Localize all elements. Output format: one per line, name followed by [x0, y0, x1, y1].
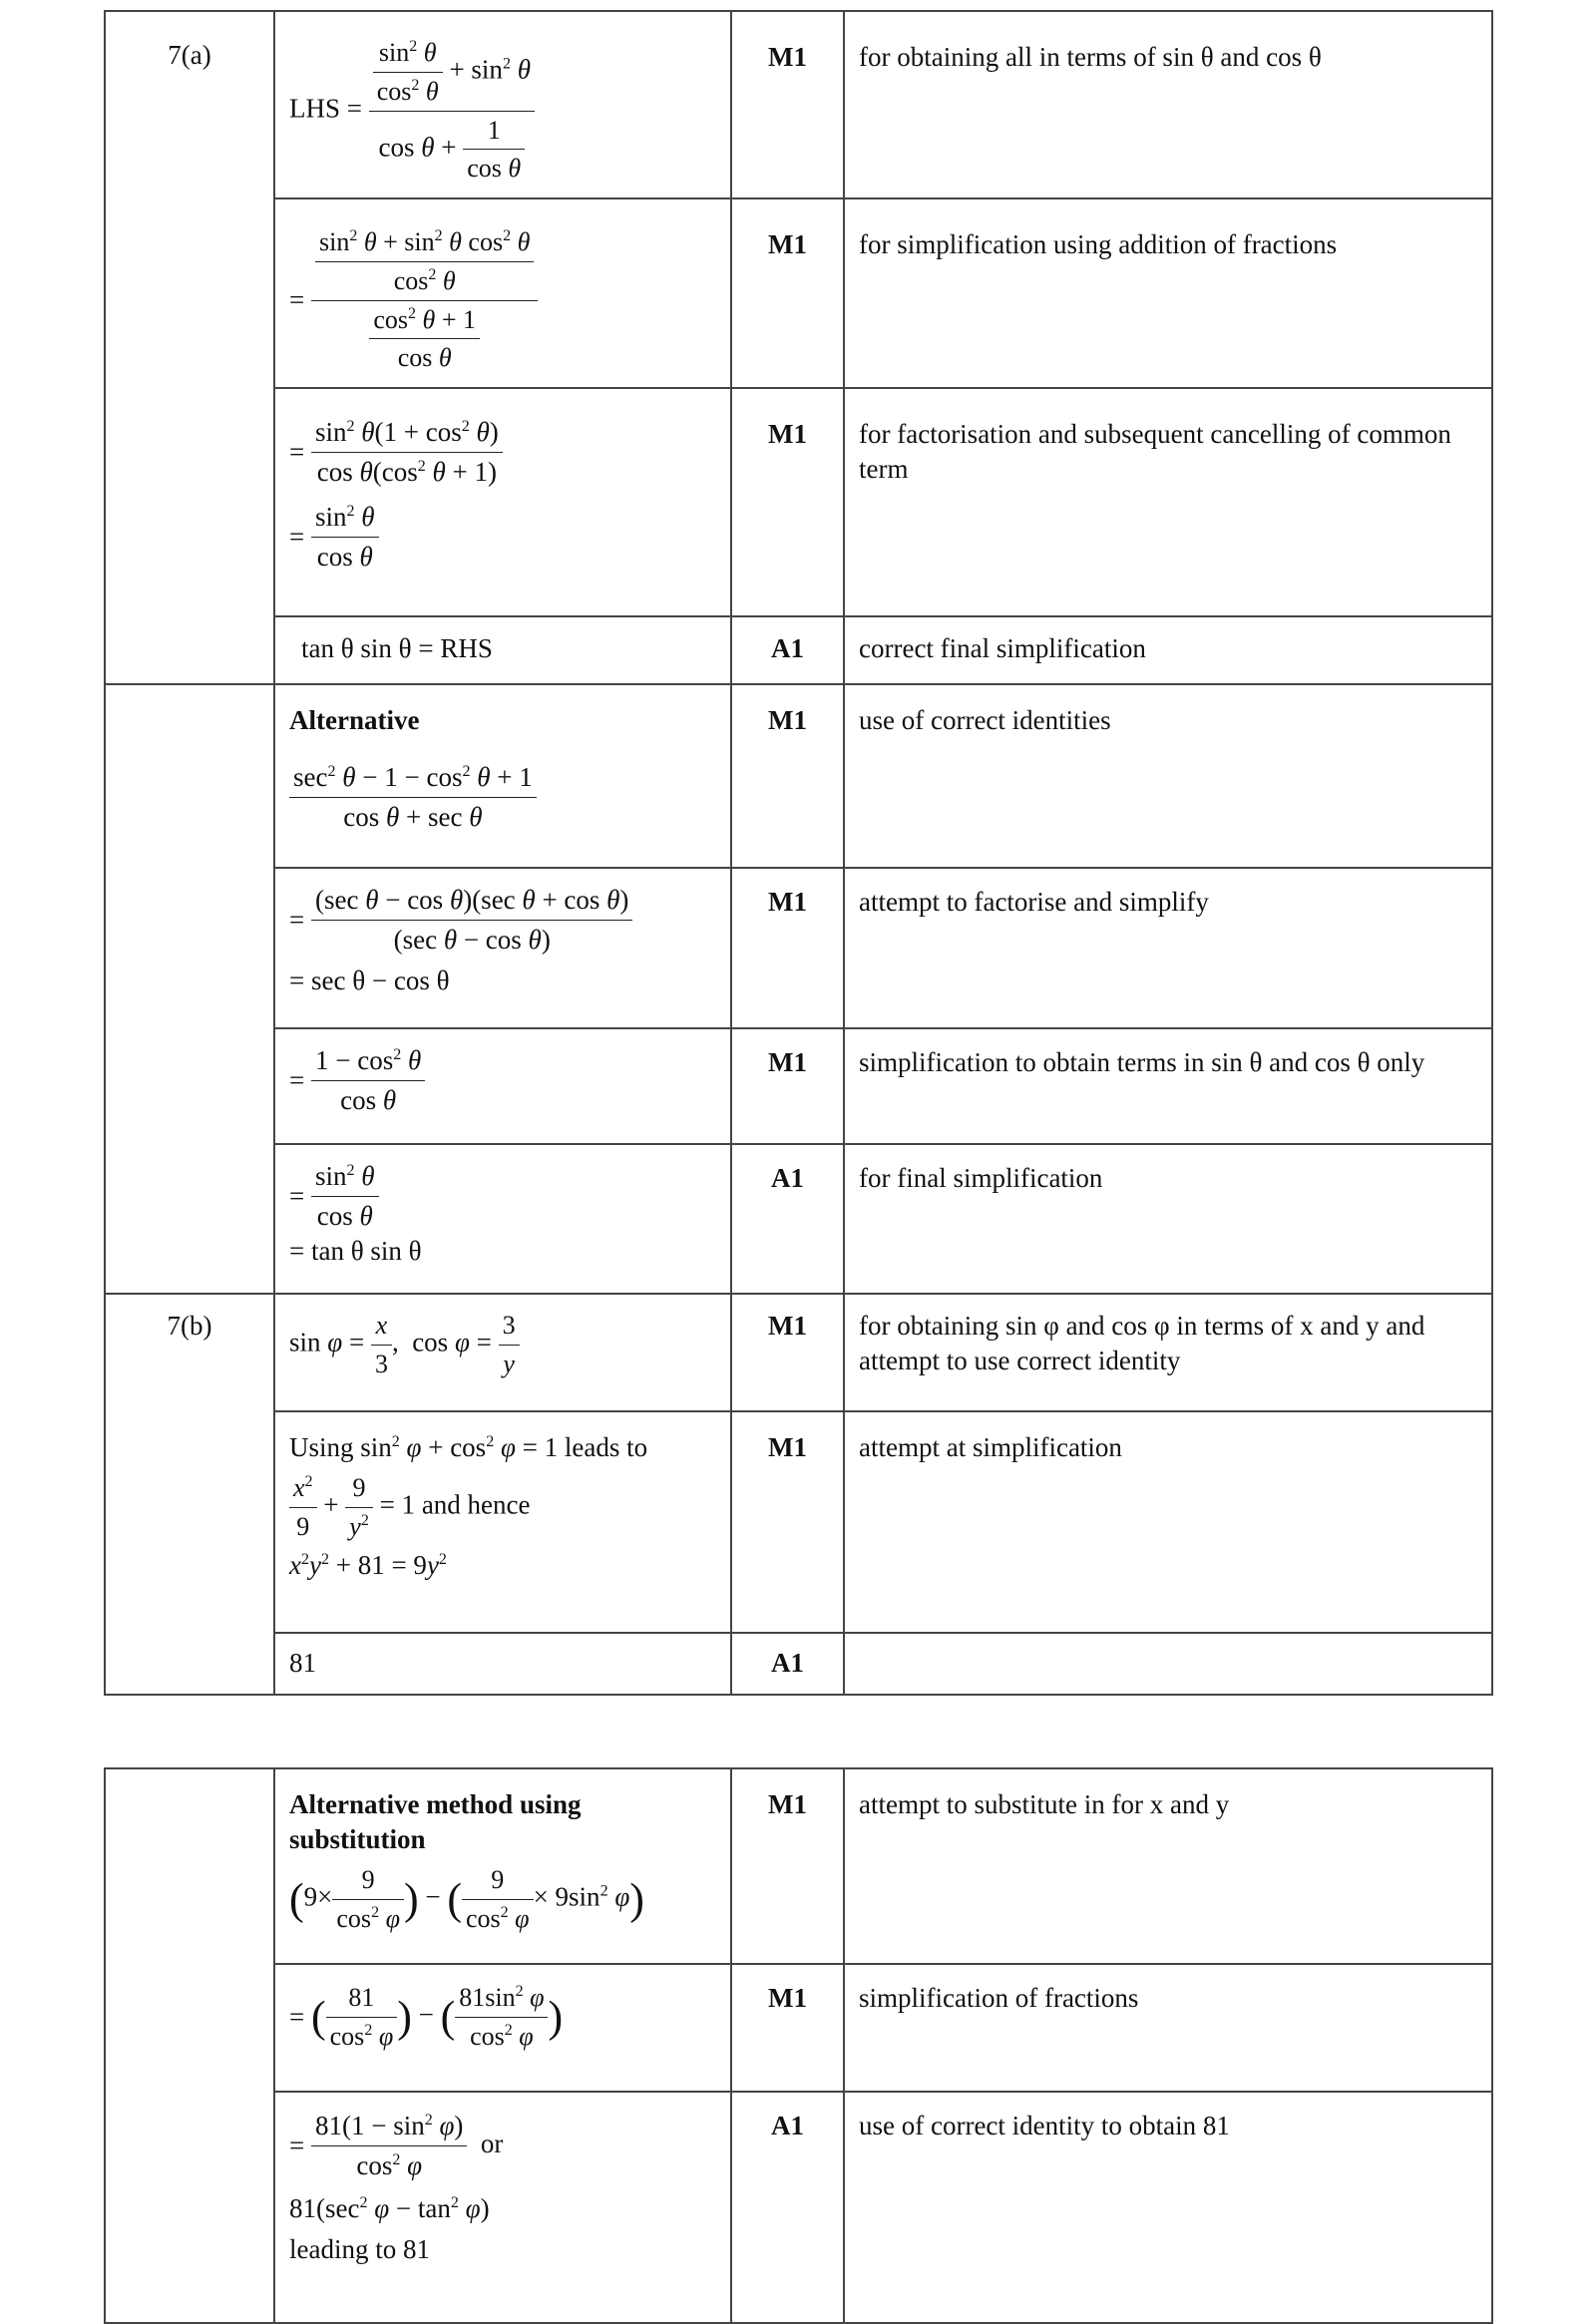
table-row — [105, 11, 1492, 198]
lhs-label: LHS = — [289, 93, 362, 124]
alternative-heading: Alternative — [289, 705, 420, 735]
working-cell: = ( $\frac{81}{\cos^2 \varphi}$ ) − ( $\frac{81\sin^2 \varphi}{\cos^2 \varphi}$ ) — [274, 1964, 731, 2092]
table-row — [105, 1144, 1492, 1294]
table-row — [105, 1411, 1492, 1633]
table-row — [105, 868, 1492, 1028]
comment-cell: attempt to factorise and simplify — [844, 868, 1492, 1028]
math-fraction: $\frac{81}{\cos^2 \varphi}$ — [326, 1981, 398, 2054]
mark-cell: M1 — [731, 1411, 844, 1633]
math-fraction: $\frac{\frac{\sin^2 \theta + \sin^2 \theta \cos^2 \theta}{\cos^2 \theta}}{\frac{\cos^2 \theta + 1}{\text{cos θ}}}$ — [311, 225, 538, 375]
mark-cell: M1 — [731, 388, 844, 616]
mark-cell: A1 — [731, 1144, 844, 1294]
table-row — [105, 1294, 1492, 1411]
working-cell: sin φ = $\frac{x}{3}$ , cos φ = $\frac{3}{y}$ — [274, 1294, 731, 1411]
math-fraction: $\frac{3}{y}$ — [499, 1309, 520, 1381]
working-cell: = $\frac{\sin^2 \theta}{\text{cos θ}}$ = tan θ sin θ — [274, 1144, 731, 1294]
comment-cell — [844, 1633, 1492, 1695]
working-cell — [274, 684, 731, 868]
mark-cell: A1 — [731, 2092, 844, 2323]
mark-cell: M1 — [731, 868, 844, 1028]
math-fraction: $\frac{9}{\cos^2 \varphi}$ — [332, 1863, 404, 1936]
mark-cell: M1 — [731, 1294, 844, 1411]
table-row — [105, 1633, 1492, 1695]
working-cell: Using $\sin^2 \varphi + \cos^2 \varphi = 1$ leads to $\frac{x^2}{9}$ + $\frac{9}{y^2}$ = 1 and hence $x^2y^2 + 81 = 9y^2$ — [274, 1411, 731, 1633]
working-cell: = $\frac{\text{(sec θ − cos θ)(sec θ + cos θ)}}{\text{(sec θ − cos θ)}}$ = sec θ − cos θ — [274, 868, 731, 1028]
comment-cell: correct final simplification — [844, 616, 1492, 684]
table-row — [105, 2092, 1492, 2323]
math-fraction: $\frac{\text{(sec θ − cos θ)(sec θ + cos θ)}}{\text{(sec θ − cos θ)}}$ — [311, 883, 632, 958]
mark-cell: A1 — [731, 616, 844, 684]
markscheme-table-2 — [104, 1767, 1493, 2324]
comment-cell: for simplification using addition of fractions — [844, 198, 1492, 388]
working-cell: = $\frac{\sin^2 \theta(1 + \cos^2 \theta)}{\cos \theta(\cos^2 \theta + 1)}$ = $\frac{\sin^2 \theta}{\text{cos θ}}$ — [274, 388, 731, 616]
math-fraction: $\frac{\sec^2 \theta - 1 - \cos^2 \theta + 1}{\text{cos θ + sec θ}}$ — [289, 760, 537, 835]
math-fraction: $\frac{\sin^2 \theta(1 + \cos^2 \theta)}{\cos \theta(\cos^2 \theta + 1)}$ — [311, 415, 503, 490]
comment-cell: for final simplification — [844, 1144, 1492, 1294]
alternative-method-heading: Alternative method using substitution — [289, 1789, 582, 1855]
using-label: Using — [289, 1432, 354, 1462]
question-label-7b: 7(b) — [105, 1294, 274, 1695]
and-hence-label: and hence — [421, 1489, 531, 1520]
working-cell: = $\frac{81(1 - \sin^2 \varphi)}{\cos^2 \varphi}$ or $81(\sec^2$ $\varphi - \tan^2 \varphi$) leading to 81 — [274, 2092, 731, 2323]
markscheme-table-1 — [104, 10, 1493, 1696]
working-cell: tan θ sin θ = RHS — [274, 616, 731, 684]
working-cell: Alternative method using substitution (9× $\frac{9}{\cos^2 \varphi}$ ) − ( $\frac{9}{\cos^2 \varphi}$ × $9\sin^2$ φ) — [274, 1768, 731, 1964]
question-label-7a: 7(a) — [105, 11, 274, 684]
math-fraction: $\frac{81(1 - \sin^2 \varphi)}{\cos^2 \varphi}$ — [311, 2109, 467, 2183]
sec-minus-cos-line: = sec θ − cos θ — [289, 966, 450, 996]
table-row — [105, 1964, 1492, 2092]
mark-cell: A1 — [731, 1633, 844, 1695]
working-cell — [274, 11, 731, 198]
math-fraction: $\frac{x^2}{9}$ — [289, 1471, 317, 1544]
math-fraction: $\frac{1 - \cos^2 \theta}{\text{cos θ}}$ — [311, 1043, 425, 1118]
math-fraction: $\frac{81\sin^2 \varphi}{\cos^2 \varphi}$ — [455, 1981, 548, 2054]
math-fraction: $\frac{\sin^2 \theta}{\text{cos θ}}$ — [311, 1159, 379, 1234]
mark-cell: M1 — [731, 1964, 844, 2092]
or-label: or — [480, 2128, 504, 2158]
working-cell: = $\frac{1 - \cos^2 \theta}{\text{cos θ}}$ — [274, 1028, 731, 1144]
comment-cell: simplification to obtain terms in sin θ and cos θ only — [844, 1028, 1492, 1144]
math-fraction: $\frac{\sin^2 \theta}{\text{cos θ}}$ — [311, 500, 379, 575]
table-row — [105, 388, 1492, 616]
math-fraction: $\frac{9}{\cos^2 \varphi}$ — [462, 1863, 534, 1936]
comment-cell: simplification of fractions — [844, 1964, 1492, 2092]
question-label-empty — [105, 684, 274, 1294]
comment-cell: for obtaining sin φ and cos φ in terms of x and y and attempt to use correct identity — [844, 1294, 1492, 1411]
working-cell: 81 — [274, 1633, 731, 1695]
table-row — [105, 684, 1492, 868]
math-fraction: $\frac{\sin^2 \theta}{\cos^2 \theta}$ + $\sin^2 \theta$ cos θ + $\frac{1}{\text{cos θ}}$ — [369, 36, 535, 186]
comment-cell: use of correct identity to obtain 81 — [844, 2092, 1492, 2323]
mark-cell: M1 — [731, 198, 844, 388]
working-cell: = $\frac{\frac{\sin^2 \theta + \sin^2 \theta \cos^2 \theta}{\cos^2 \theta}}{\frac{\cos^2 \theta + 1}{\text{cos θ}}}$ — [274, 198, 731, 388]
comment-cell: attempt at simplification — [844, 1411, 1492, 1633]
table-row — [105, 198, 1492, 388]
comment-cell: use of correct identities — [844, 684, 1492, 868]
comment-cell: for obtaining all in terms of sin θ and cos θ — [844, 11, 1492, 198]
table-row — [105, 1768, 1492, 1964]
final-line: = tan θ sin θ — [289, 1236, 422, 1267]
table-row — [105, 616, 1492, 684]
leads-to-label: leads to — [564, 1432, 648, 1462]
comment-cell: for factorisation and subsequent cancelling of common term — [844, 388, 1492, 616]
question-label-empty — [105, 1768, 274, 2323]
math-fraction: $\frac{x}{3}$ — [371, 1309, 392, 1381]
mark-cell: M1 — [731, 11, 844, 198]
mark-cell: M1 — [731, 684, 844, 868]
math-fraction: $\frac{9}{y^2}$ — [345, 1471, 373, 1544]
leading-to-label: leading to 81 — [289, 2234, 430, 2265]
mark-cell: M1 — [731, 1028, 844, 1144]
table-row — [105, 1028, 1492, 1144]
comment-cell: attempt to substitute in for x and y — [844, 1768, 1492, 1964]
mark-cell: M1 — [731, 1768, 844, 1964]
